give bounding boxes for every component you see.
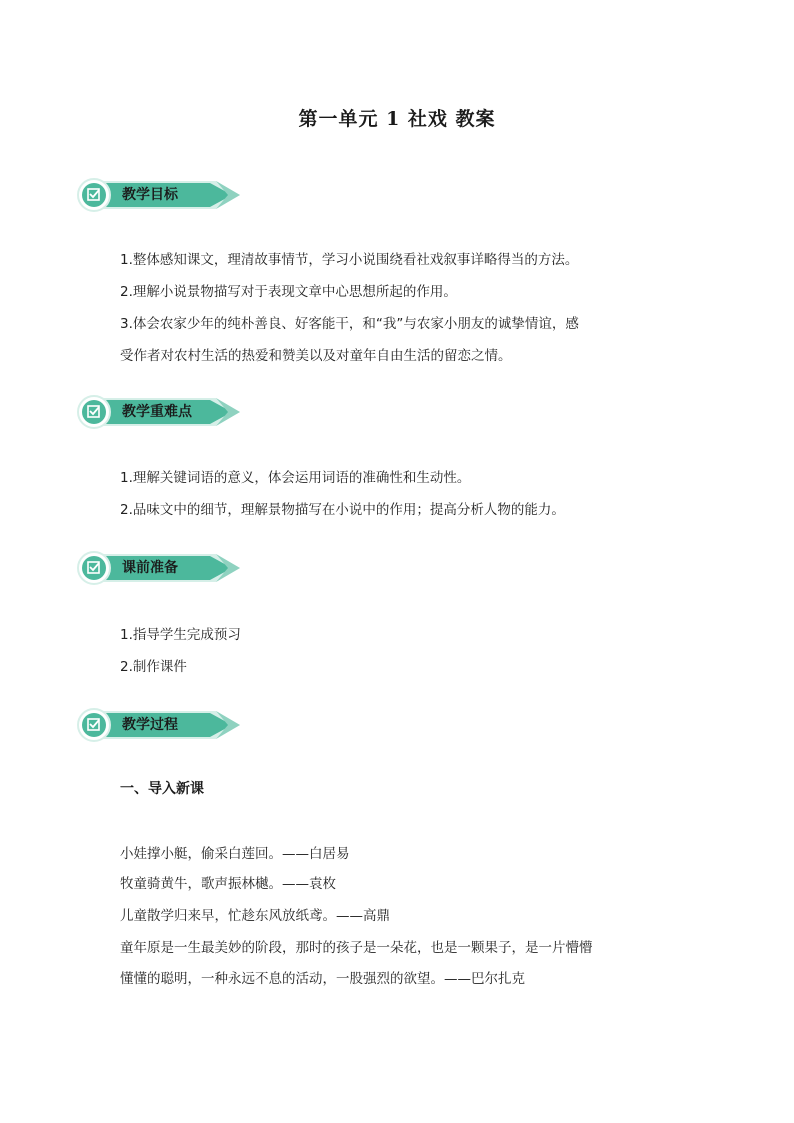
quote-line: 小娃撑小艇，偷采白莲回。——白居易 [120,846,350,862]
section-heading: 课前准备 [122,560,178,576]
page-title: 第一单元 1 社戏 教案 [298,108,496,130]
preparation-item: 1.指导学生完成预习 [120,627,241,643]
section-banner-process [76,707,246,743]
quote-line: 牧童骑黄牛，歌声振林樾。——袁枚 [120,876,336,892]
objective-item: 受作者对农村生活的热爱和赞美以及对童年自由生活的留恋之情。 [120,348,512,364]
section-banner-objectives [76,177,246,213]
section-heading: 教学目标 [122,187,178,203]
objective-item: 1.整体感知课文，理清故事情节，学习小说围绕看社戏叙事详略得当的方法。 [120,252,579,268]
subsection-heading: 一、导入新课 [120,781,204,797]
section-heading: 教学重难点 [122,404,192,420]
preparation-item: 2.制作课件 [120,659,187,675]
quote-line: 懂懂的聪明，一种永远不息的活动，一股强烈的欲望。——巴尔扎克 [120,971,525,987]
quote-line: 童年原是一生最美妙的阶段，那时的孩子是一朵花，也是一颗果子，是一片懵懵 [120,940,593,956]
section-banner-key-points [76,394,246,430]
objective-item: 3.体会农家少年的纯朴善良、好客能干，和“我”与农家小朋友的诚挚情谊，感 [120,316,579,332]
quote-line: 儿童散学归来早，忙趁东风放纸鸢。——高鼎 [120,908,390,924]
key-point-item: 2.品味文中的细节，理解景物描写在小说中的作用；提高分析人物的能力。 [120,502,565,518]
key-point-item: 1.理解关键词语的意义，体会运用词语的准确性和生动性。 [120,470,471,486]
section-banner-preparation [76,550,246,586]
section-heading: 教学过程 [122,717,178,733]
objective-item: 2.理解小说景物描写对于表现文章中心思想所起的作用。 [120,284,457,300]
